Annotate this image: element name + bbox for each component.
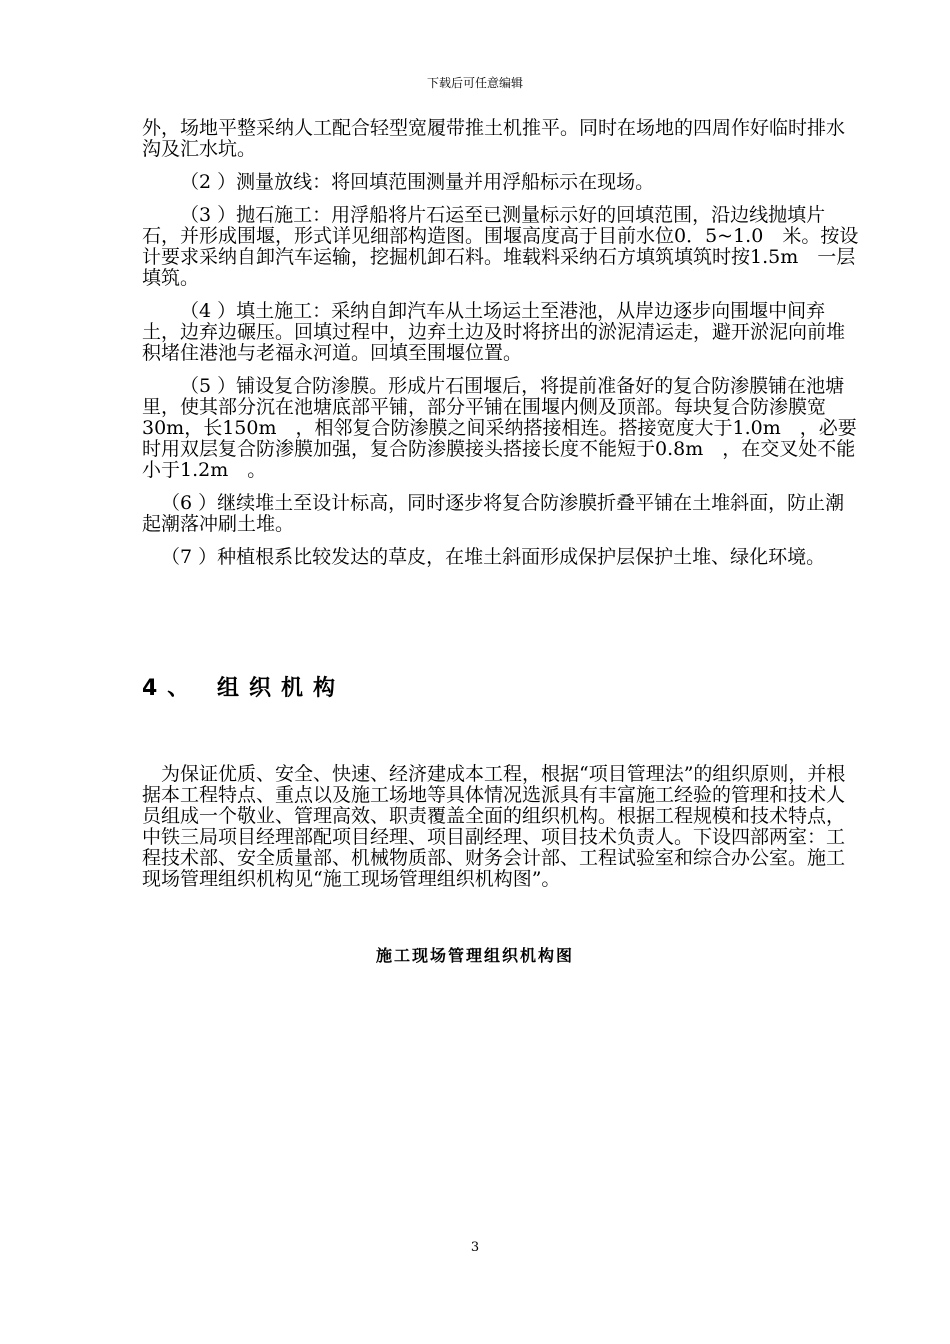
section-body [142, 764, 862, 890]
page-header: 下载后可任意编辑 [426, 76, 523, 90]
section-paragraph: 为保证优质、安全、快速、经济建成本工程，根据“项目管理法”的组织原则，并根据本工程特点、重点以及施工场地等具体情况选派具有丰富施工经验的管理和技术人员组成一个敬业、管理高效、职责覆盖全面的组织机构。根据工程规模和技术特点，中铁三局项目经理部配项目经理、项目副经理、项目技术负责人。下设四部两室：工程技术部、安全质量部、机械物质部、财务会计部、工程试验室和综合办公室。施工现场管理组织机构见“施工现场管理组织机构图”。 [142, 763, 846, 890]
page-number: 3 [470, 1240, 480, 1255]
paragraph-step-3: （3 ）抛石施工：用浮船将片石运至已测量标示好的回填范围，沿边线抛填片石，并形成围堰，形式详见细部构造图。围堰高度高于目前水位0．5~1.0 米。按设计要求采纳自卸汽车运输，挖掘机卸石料。堆载料采纳石方填筑填筑时按1.5m 一层填筑。 [142, 204, 859, 289]
body-text [142, 118, 862, 580]
paragraph-step-2: （2 ）测量放线：将回填范围测量并用浮船标示在现场。 [180, 171, 655, 193]
paragraph-step-4: （4 ）填土施工：采纳自卸汽车从土场运土至港池，从岸边逐步向围堰中间弃土，边弃边碾压。回填过程中，边弃土边及时将挤出的淤泥清运走，避开淤泥向前堆积堵住港池与老福永河道。回填至围堰位置。 [142, 300, 846, 364]
paragraph-continuation: 外，场地平整采纳人工配合轻型宽履带推土机推平。同时在场地的四周作好临时排水沟及汇水坑。 [142, 117, 846, 160]
paragraph-step-7: （7 ）种植根系比较发达的草皮，在堆土斜面形成保护层保护土堆、绿化环境。 [161, 546, 826, 568]
section-heading: 4、 组织机构 [142, 676, 345, 701]
paragraph-step-6: （6 ）继续堆土至设计标高，同时逐步将复合防渗膜折叠平铺在土堆斜面，防止潮起潮落冲刷土堆。 [142, 492, 845, 535]
paragraph-step-5: （5 ）铺设复合防渗膜。形成片石围堰后，将提前准备好的复合防渗膜铺在池塘里，使其部分沉在池塘底部平铺，部分平铺在围堰内侧及顶部。每块复合防渗膜宽30m，长150m ，相邻复合防渗膜之间采纳搭接相连。搭接宽度大于1.0m ，必要时用双层复合防渗膜加强，复合防渗膜接头搭接长度不能短于0.8m ，在交叉处不能小于1.2m 。 [142, 375, 857, 481]
figure-caption: 施工现场管理组织机构图 [375, 946, 574, 965]
